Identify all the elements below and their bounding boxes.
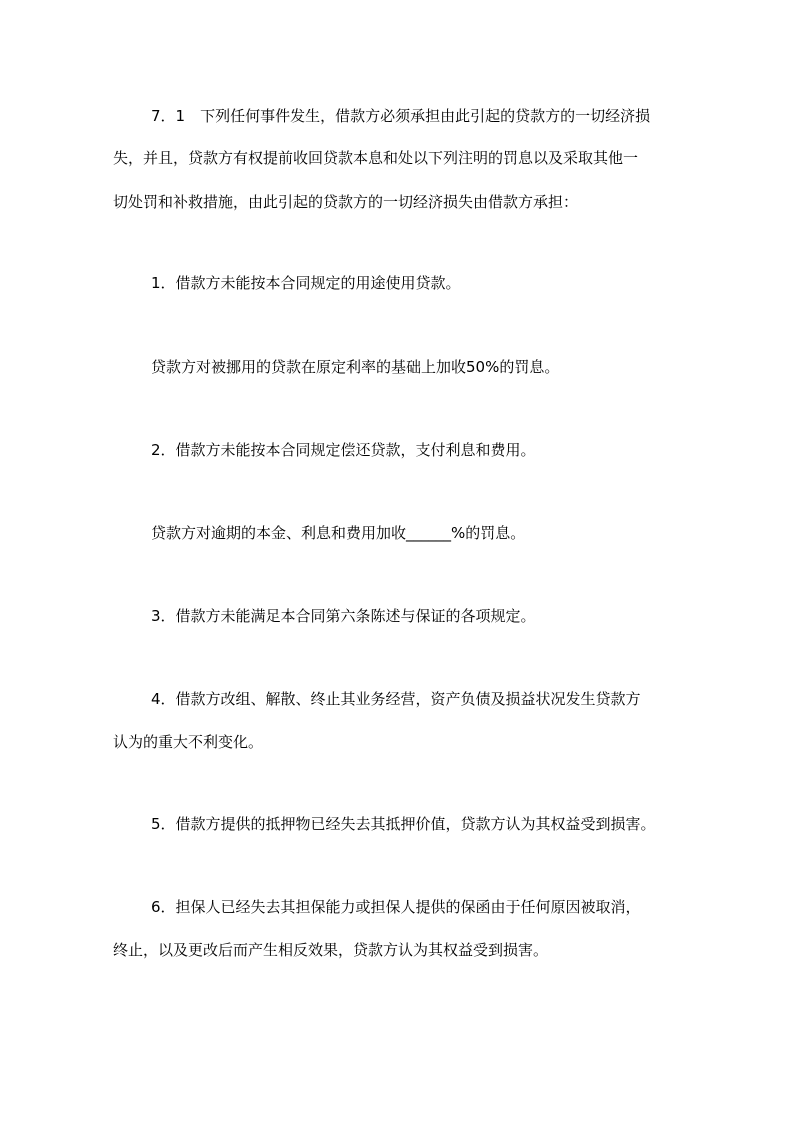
item-1-note-text: 贷款方对被挪用的贷款在原定利率的基础上加收50%的罚息。 bbox=[151, 358, 560, 376]
item-4-line-2: 认为的重大不利变化。 bbox=[113, 733, 264, 751]
item-6-line-1: 6．担保人已经失去其担保能力或担保人提供的保函由于任何原因被取消， bbox=[151, 898, 641, 916]
item-1-text: 1．借款方未能按本合同规定的用途使用贷款。 bbox=[151, 274, 461, 292]
clause-7-1-line-2: 失，并且，贷款方有权提前收回贷款本息和处以下列注明的罚息以及采取其他一 bbox=[113, 149, 639, 167]
item-5-text: 5．借款方提供的抵押物已经失去其抵押价值，贷款方认为其权益受到损害。 bbox=[151, 815, 656, 833]
clause-7-1-line-1: 7．1 下列任何事件发生，借款方必须承担由此引起的贷款方的一切经济损 bbox=[151, 107, 651, 125]
item-6-line-2: 终止，以及更改后而产生相反效果，贷款方认为其权益受到损害。 bbox=[113, 941, 549, 959]
item-4-line-1: 4．借款方改组、解散、终止其业务经营，资产负债及损益状况发生贷款方 bbox=[151, 690, 641, 708]
item-3-text: 3．借款方未能满足本合同第六条陈述与保证的各项规定。 bbox=[151, 607, 536, 625]
item-2-note-text: 贷款方对逾期的本金、利息和费用加收______%的罚息。 bbox=[151, 524, 526, 542]
item-2-text: 2．借款方未能按本合同规定偿还贷款，支付利息和费用。 bbox=[151, 441, 536, 459]
clause-7-1-line-3: 切处罚和补救措施，由此引起的贷款方的一切经济损失由借款方承担： bbox=[113, 193, 579, 211]
